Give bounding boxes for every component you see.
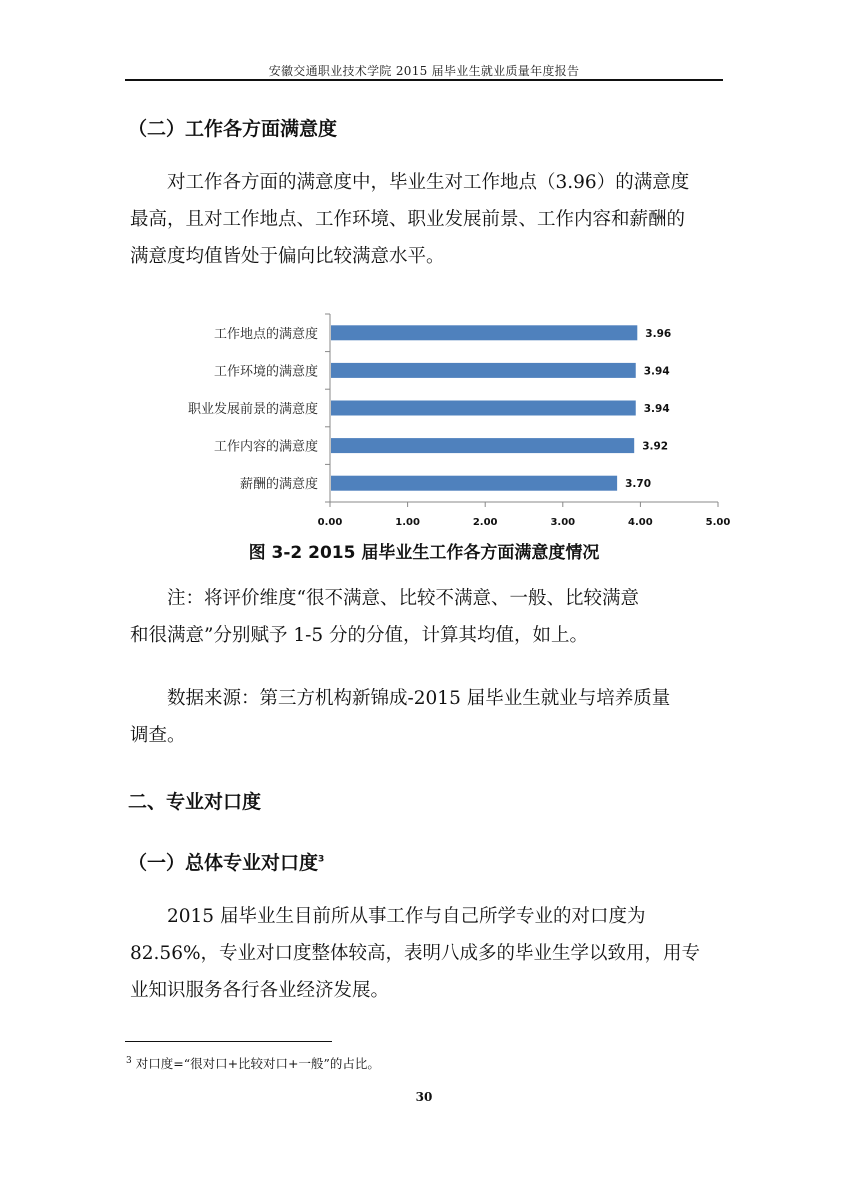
footnote [126, 1054, 380, 1072]
footnote-marker: 3 [126, 1055, 132, 1066]
category-label: 工作地点的满意度 [213, 326, 318, 342]
x-tick-label: 3.00 [550, 517, 576, 528]
x-tick-label: 2.00 [472, 517, 498, 528]
paragraph-line: 最高，且对工作地点、工作环境、职业发展前景、工作内容和薪酬的 [130, 209, 686, 230]
x-tick-label: 1.00 [395, 517, 420, 528]
category-label: 职业发展前景的满意度 [187, 402, 318, 417]
satisfaction-bar-chart [0, 300, 848, 535]
section-heading-satisfaction: （二）工作各方面满意度 [128, 118, 338, 140]
note-paragraph [130, 580, 720, 654]
category-label: 工作内容的满意度 [213, 439, 318, 455]
source-line: 调查。 [130, 725, 186, 746]
note-line: 和很满意”分别赋予 1-5 分的分值，计算其均值，如上。 [130, 625, 589, 646]
subsection-heading-text: （一）总体专业对口度 [128, 852, 319, 874]
category-label: 薪酬的满意度 [239, 477, 318, 493]
x-tick-label: 0.00 [317, 517, 343, 528]
bar [331, 363, 636, 378]
value-label: 3.92 [642, 440, 669, 453]
paragraph-line: 满意度均值皆处于偏向比较满意水平。 [130, 246, 445, 267]
x-tick-label: 4.00 [628, 517, 653, 528]
source-line: 数据来源：第三方机构新锦成-2015 届毕业生就业与培养质量 [167, 688, 671, 709]
paragraph-satisfaction [130, 164, 720, 275]
footnote-rule [125, 1041, 332, 1042]
subsection-heading-overall-match [128, 848, 324, 875]
value-label: 3.94 [643, 365, 670, 378]
paragraph-line: 82.56%，专业对口度整体较高，表明八成多的毕业生学以致用，用专 [130, 943, 701, 964]
paragraph-line: 2015 届毕业生目前所从事工作与自己所学专业的对口度为 [167, 906, 646, 927]
source-paragraph [130, 680, 720, 754]
bar [331, 401, 636, 416]
header-rule [125, 79, 723, 81]
figure-caption: 图 3-2 2015 届毕业生工作各方面满意度情况 [248, 543, 600, 563]
bar [331, 476, 617, 491]
paragraph-line: 业知识服务各行各业经济发展。 [130, 980, 390, 1001]
paragraph-line: 对工作各方面的满意度中，毕业生对工作地点（3.96）的满意度 [167, 172, 690, 193]
x-tick-label: 5.00 [705, 517, 731, 528]
bar [331, 325, 637, 340]
footnote-reference: 3 [318, 854, 325, 865]
footnote-text: 对口度=“很对口+比较对口+一般”的占比。 [135, 1056, 380, 1071]
value-label: 3.94 [643, 403, 670, 415]
paragraph-overall-match [130, 898, 720, 1009]
category-label: 工作环境的满意度 [213, 364, 318, 380]
header-title: 安徽交通职业技术学院 2015 届毕业生就业质量年度报告 [268, 64, 580, 78]
section-heading-major-match: 二、专业对口度 [128, 791, 262, 813]
note-line: 注：将评价维度“很不满意、比较不满意、一般、比较满意 [167, 588, 639, 609]
value-label: 3.96 [645, 327, 672, 340]
bar [331, 438, 634, 453]
value-label: 3.70 [625, 478, 652, 491]
page-number: 30 [415, 1090, 433, 1104]
